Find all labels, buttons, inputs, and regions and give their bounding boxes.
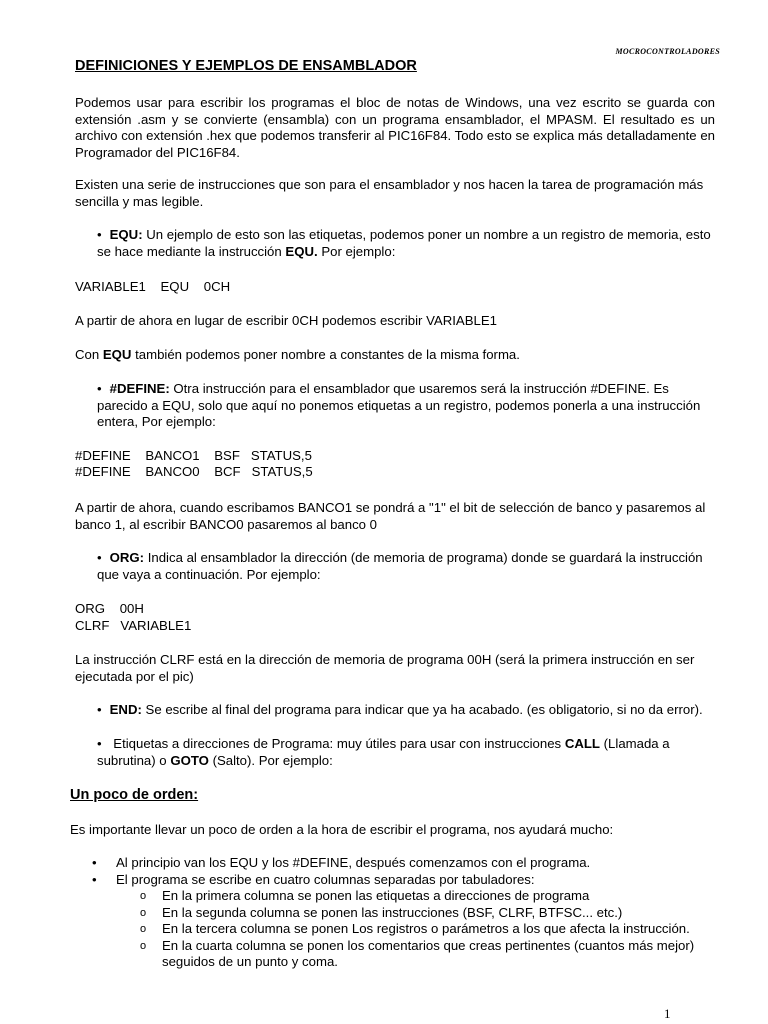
equ-code-line: VARIABLE1 EQU 0CH [75,279,231,294]
con-term: EQU [102,347,132,362]
sub-list-item [70,888,720,905]
con-text-b: también podemos poner nombre a constantes de la misma forma. [131,347,520,362]
intro-paragraph: Podemos usar para escribir los programas el bloc de notas de Windows, una vez escrito se guarda con extensión .asm y se convierte (ensambla) con un programa ensamblador, el MPASM. El resultado es un archivo con extensión .hex que podemos transferir al PIC16F84. Todo esto se explica más detalladamente en Programador del PIC16F84. [75,95,715,160]
equ-constants-paragraph [75,347,715,364]
end-bullet-item [97,702,717,719]
sub-list-item [70,921,720,938]
bullet-icon: • [97,227,102,242]
org-after-paragraph: La instrucción CLRF está en la dirección de memoria de programa 00H (será la primera instrucción en ser ejecutada por el pic) [75,652,695,684]
equ-bullet-item [97,227,717,260]
org-code-line-2: CLRF VARIABLE1 [75,618,192,633]
define-bullet-item [97,381,717,431]
define-after-paragraph: A partir de ahora, cuando escribamos BANCO1 se pondrá a "1" el bit de selección de banco y pasaremos al banco 1, al escribir BANCO0 pasaremos al banco 0 [75,500,706,532]
end-text: Se escribe al final del programa para indicar que ya ha acabado. (es obligatorio, si no da error). [141,702,703,717]
sub-list-item-text: En la cuarta columna se ponen los comentarios que creas pertinentes (cuantos más mejor) seguidos de un punto y coma. [162,937,695,969]
define-text: Otra instrucción para el ensamblador que usaremos será la instrucción #DEFINE. Es parecido a EQU, solo que aquí no ponemos etiquetas a un registro, podemos ponerla a una instrucción entera, Por ejemplo: [97,381,701,429]
sub-list-item-text: En la primera columna se ponen las etiquetas a direcciones de programa [162,888,590,903]
page-title: DEFINICIONES Y EJEMPLOS DE ENSAMBLADOR [75,58,417,74]
bullet-icon: • [92,871,97,887]
equ-after-paragraph: A partir de ahora en lugar de escribir 0CH podemos escribir VARIABLE1 [75,313,497,328]
orden-list [70,855,720,971]
list-item-text: Al principio van los EQU y los #DEFINE, después comenzamos con el programa. [116,855,591,870]
equ-term-2: EQU. [285,243,318,259]
org-code-line-1: ORG 00H [75,601,144,616]
sub-list-item [70,905,720,922]
circle-bullet-icon: o [140,890,147,902]
sub-list-item-text: En la segunda columna se ponen las instrucciones (BSF, CLRF, BTFSC... etc.) [162,904,623,920]
bullet-icon: • [97,550,102,565]
page-number: 1 [664,1006,671,1021]
equ-text-b: Por ejemplo: [317,243,396,259]
labels-call: CALL [564,736,600,751]
bullet-icon: • [92,855,97,870]
labels-goto: GOTO [170,752,209,768]
define-code-line-2: #DEFINE BANCO0 BCF STATUS,5 [75,464,313,479]
list-item [70,872,720,971]
bullet-icon: • [97,736,102,751]
circle-bullet-icon: o [140,923,147,935]
orden-sub-list [116,888,720,971]
intro2-paragraph: Existen una serie de instrucciones que son para el ensamblador y nos hacen la tarea de programación más sencilla y mas legible. [75,177,704,209]
equ-term: EQU: [109,227,143,242]
define-term: #DEFINE: [109,381,170,396]
list-item [70,855,720,872]
labels-bullet-item [97,736,717,769]
bullet-icon: • [97,381,102,396]
sub-list-item [70,938,720,971]
org-text: Indica al ensamblador la dirección (de memoria de programa) donde se guardará la instrucción que vaya a continuación. Por ejemplo: [97,550,703,582]
labels-text-a: Etiquetas a direcciones de Programa: muy útiles para usar con instrucciones [109,736,565,751]
end-term: END: [109,702,142,717]
labels-text-b: (Llamada a subrutina) o [97,736,670,768]
running-header: MOCROCONTROLADORES [615,47,720,56]
bullet-icon: • [97,702,102,717]
list-item-text: El programa se escribe en cuatro columnas separadas por tabuladores: [116,871,535,887]
org-term: ORG: [109,550,145,565]
equ-text-a: Un ejemplo de esto son las etiquetas, podemos poner un nombre a un registro de memoria, esto se hace mediante la instrucción [97,227,711,259]
con-text-a: Con [75,347,103,362]
circle-bullet-icon: o [140,939,147,952]
define-code-line-1: #DEFINE BANCO1 BSF STATUS,5 [75,448,312,463]
circle-bullet-icon: o [140,906,147,919]
section-heading-orden: Un poco de orden: [70,787,199,803]
org-bullet-item [97,550,717,583]
sub-list-item-text: En la tercera columna se ponen Los registros o parámetros a los que afecta la instrucción. [162,921,690,936]
orden-intro-paragraph: Es importante llevar un poco de orden a la hora de escribir el programa, nos ayudará mucho: [70,822,614,837]
labels-text-c: (Salto). Por ejemplo: [208,752,333,768]
